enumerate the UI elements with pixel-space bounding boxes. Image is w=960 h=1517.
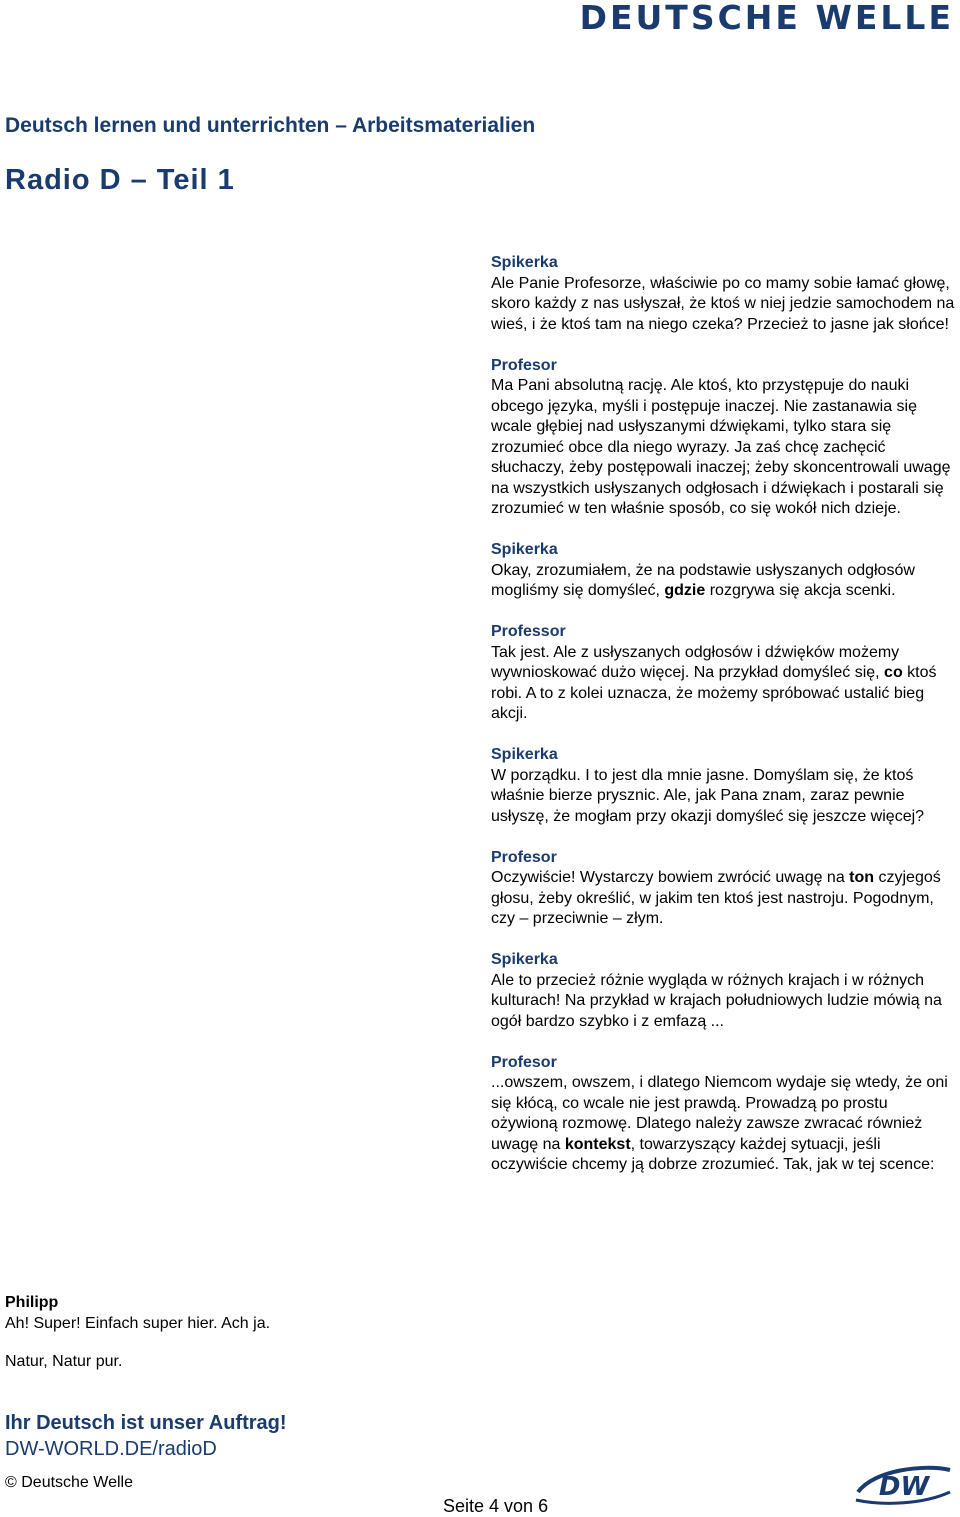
dialogue-block xyxy=(491,1053,955,1176)
speaker-name: Spikerka xyxy=(491,254,558,271)
emphasis-word: gdzie xyxy=(664,582,706,599)
text-run: rozgrywa się akcja scenki. xyxy=(705,582,896,599)
speaker-name: Spikerka xyxy=(491,951,558,968)
dialogue-block xyxy=(491,540,955,602)
scene-line-2: Natur, Natur pur. xyxy=(5,1353,123,1370)
dialogue-column xyxy=(491,253,955,1196)
scene-dialogue xyxy=(5,1293,270,1334)
scene-speaker: Philipp xyxy=(5,1294,59,1311)
scene-line: Ah! Super! Einfach super hier. Ach ja. xyxy=(5,1314,271,1332)
text-run: Okay, zrozumiałem, że na podstawie usłyszanych odgłosów mogliśmy się domyśleć, xyxy=(491,561,915,599)
dw-logo-text: DW xyxy=(878,1472,930,1502)
emphasis-word: kontekst xyxy=(564,1135,631,1153)
page-header-title: Deutsch lernen und unterrichten – Arbeitsmaterialien xyxy=(5,114,536,137)
page-title: Radio D – Teil 1 xyxy=(5,164,235,196)
text-run: Tak jest. Ale z usłyszanych odgłosów i dźwięków możemy wywnioskować dużo więcej. Na przykład domyśleć się, xyxy=(491,643,900,681)
footer-slogan: Ihr Deutsch ist unser Auftrag! xyxy=(5,1412,287,1434)
text-run: , towarzyszący każdej sytuacji, jeśli oczywiście chcemy ją dobrze zrozumieć. Tak, jak w tej scence: xyxy=(491,1135,935,1173)
dialogue-text: Ale to przecież różnie wygląda w różnych krajach i w różnych kulturach! Na przykład w krajach południowych ludzie mówią na ogół bardzo szybko i z emfazą ... xyxy=(491,971,942,1030)
dialogue-text: W porządku. I to jest dla mnie jasne. Domyślam się, że ktoś właśnie bierze prysznic. Ale, jak Pana znam, zaraz pewnie usłyszę, że mogłam przy okazji domyśleć się jeszcze więcej? xyxy=(491,766,925,825)
dialogue-text xyxy=(491,643,955,725)
dialogue-block xyxy=(491,950,955,1032)
speaker-name: Profesor xyxy=(491,356,557,374)
emphasis-word: ton xyxy=(849,869,875,886)
speaker-name: Profesor xyxy=(491,1053,557,1071)
deutsche-welle-wordmark: DEUTSCHE WELLE xyxy=(579,0,954,37)
text-run: ...owszem, owszem, i dlatego Niemcom wydaje się wtedy, że oni się kłócą, co wcale nie jest prawdą. Prowadzą po prostu ożywioną rozmowę. Dlatego należy zawsze zwracać również uwagę na xyxy=(491,1074,948,1153)
dialogue-block xyxy=(491,356,955,520)
dialogue-text: Ma Pani absolutną rację. Ale ktoś, kto przystępuje do nauki obcego języka, myśli i postępuje inaczej. Nie zastanawia się wcale głębiej nad usłyszanymi dźwiękami, tylko stara się zrozumieć obce dla niego wyrazy. Ja zaś chcę zachęcić słuchaczy, żeby postępowali inaczej; żeby skoncentrowali uwagę na wszystkich usłyszanych odgłosach i dźwiękach i postarali się zrozumieć w ten właśnie sposób, co się wokół nich dzieje. xyxy=(491,377,951,517)
dw-logo-icon xyxy=(854,1462,952,1508)
dialogue-block xyxy=(491,622,955,725)
dialogue-text xyxy=(491,868,955,930)
emphasis-word: co xyxy=(884,664,903,681)
dialogue-text xyxy=(491,1073,955,1176)
speaker-name: Spikerka xyxy=(491,746,558,763)
dialogue-block xyxy=(491,745,955,827)
speaker-name: Spikerka xyxy=(491,541,558,558)
text-run: Oczywiście! Wystarczy bowiem zwrócić uwagę na xyxy=(491,869,850,886)
text-run: ktoś robi. A to z kolei uznacza, że możemy spróbować ustalić bieg akcji. xyxy=(491,664,937,722)
speaker-name: Professor xyxy=(491,623,566,640)
dialogue-text xyxy=(491,561,955,602)
copyright: © Deutsche Welle xyxy=(5,1474,133,1491)
dialogue-text: Ale Panie Profesorze, właściwie po co mamy sobie łamać głowę, skoro każdy z nas usłyszał, że ktoś w niej jedzie samochodem na wieś, i że ktoś tam na niego czeka? Przecież to jasne jak słońce! xyxy=(491,274,955,333)
text-run: czyjegoś głosu, żeby określić, w jakim ten ktoś jest nastroju. Pogodnym, czy – przeciwnie – złym. xyxy=(491,869,941,927)
page-number: Seite 4 von 6 xyxy=(443,1496,549,1516)
speaker-name: Profesor xyxy=(491,848,557,866)
dialogue-block xyxy=(491,253,955,335)
dialogue-block xyxy=(491,848,955,930)
footer-url: DW-WORLD.DE/radioD xyxy=(5,1438,217,1460)
